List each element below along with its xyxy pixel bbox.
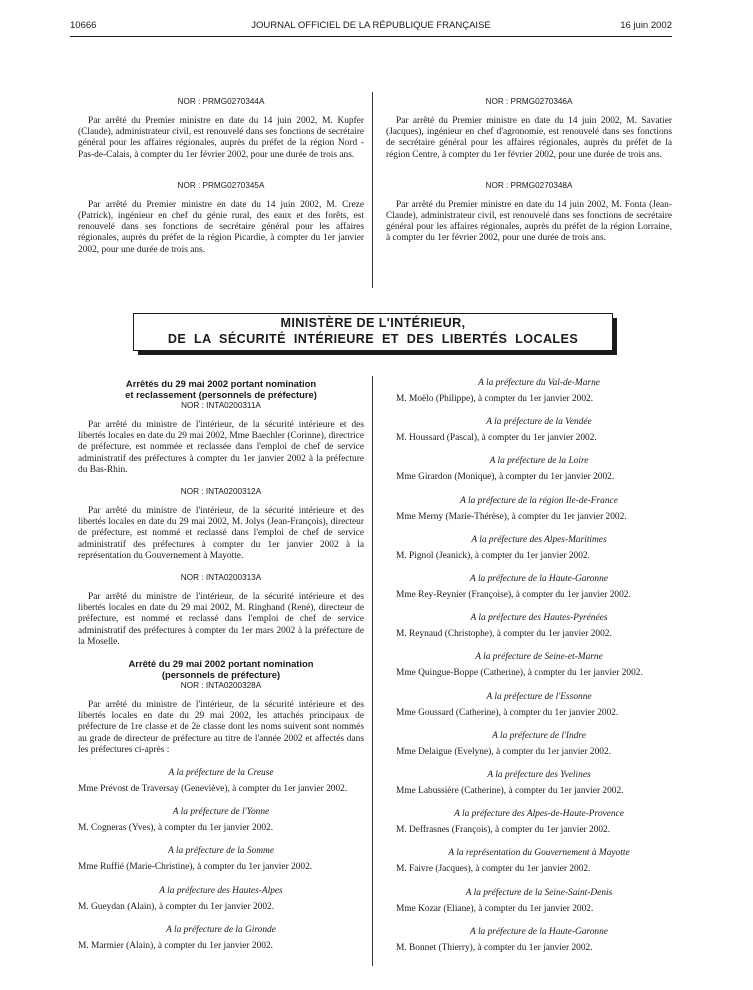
prefecture-heading: A la préfecture de l'Indre [492,730,586,741]
prefecture-heading: A la préfecture de la Loire [489,456,589,467]
ministry-title-line2: DE LA SÉCURITÉ INTÉRIEURE ET DES LIBERTÉS LOCALES [167,332,579,346]
appointment-line: M. Bonnet (Thierry), à compter du 1er janvier 2002. [396,942,593,953]
nor-reference: NOR : PRMG0270344A [177,97,265,106]
nor-reference: NOR : PRMG0270348A [485,180,573,190]
appointment-line: Mme Kozar (Eliane), à compter du 1er janvier 2002. [396,903,594,914]
top-right-column [386,96,672,245]
decree-paragraph: Par arrêté du Premier ministre en date du 14 juin 2002, M. Fonta (Jean-Claude), administrateur civil, est renouvelé dans ses fonctions de secrétaire général pour les affaires régionales, auprès du préfet de la région Lorraine, à compter du 1er février 2002, pour une durée de trois ans. [386,199,672,244]
issue-date: 16 juin 2002 [620,20,672,31]
prefecture-heading: A la préfecture de la Gironde [166,924,276,935]
appointment-line: M. Moëlo (Philippe), à compter du 1er janvier 2002. [396,394,594,404]
appointment-line: Mme Delaigue (Evelyne), à compter du 1er janvier 2002. [396,746,612,757]
appointment-line: M. Reynaud (Christophe), à compter du 1er janvier 2002. [396,629,612,640]
appointment-line: M. Faivre (Jacques), à compter du 1er janvier 2002. [396,864,591,875]
decree-paragraph: Par arrêté du ministre de l'intérieur, de la sécurité intérieure et des libertés locales en date du 29 mai 2002, les attachés principaux de préfecture de 1re classe et de 2e classe dont les noms suivent sont nommés au grade de directeur de préfecture au titre de l'année 2002 et affectés dans les préfectures ci-après : [78,700,364,755]
decree-paragraph: Par arrêté du ministre de l'intérieur, de la sécurité intérieure et des libertés locales en date du 29 mai 2002, M. Jolys (Jean-François), directeur de préfecture, est nommé et reclassé dans l'emploi de chef de service administratif des préfectures à compter du 1er janvier 2002 à la représentation du Gouvernement à Mayotte. [78,506,364,561]
prefecture-heading: A la préfecture de la Vendée [486,417,592,428]
nor-reference: NOR : PRMG0270345A [177,180,265,190]
page-number: 10666 [70,20,97,31]
appointment-line: Mme Quingue-Boppe (Catherine), à compter du 1er janvier 2002. [396,668,643,679]
header-rule [70,36,672,37]
prefecture-heading: A la préfecture des Hautes-Alpes [159,885,283,896]
appointment-line: M. Pignol (Jeanick), à compter du 1er janvier 2002. [396,550,590,561]
decree-title: (personnels de préfecture) [161,669,281,681]
appointment-line: Mme Goussard (Catherine), à compter du 1er janvier 2002. [396,707,619,718]
nor-reference: NOR : INTA0200313A [180,573,262,583]
decree-paragraph: Par arrêté du Premier ministre en date du 14 juin 2002, M. Kupfer (Claude), administrateur civil, est renouvelé dans ses fonctions de secrétaire général pour les affaires régionales, auprès du préfet de la région Nord - Pas-de-Calais, à compter du 1er février 2002, pour une durée de trois ans. [78,116,364,160]
appointment-line: Mme Prévost de Traversay (Geneviève), à compter du 1er janvier 2002. [78,784,348,795]
decree-title: Arrêtés du 29 mai 2002 portant nomination [125,378,317,389]
appointment-line: Mme Girardon (Monique), à compter du 1er janvier 2002. [396,472,615,483]
prefecture-heading: A la préfecture des Hautes-Pyrénées [470,613,608,624]
prefecture-heading: A la préfecture du Val-de-Marne [478,378,600,388]
prefecture-heading: A la préfecture de la Creuse [168,768,274,779]
appointment-line: Mme Rey-Reynier (Françoise), à compter du 1er janvier 2002. [396,590,631,601]
appointment-line: M. Deffrasnes (François), à compter du 1er janvier 2002. [396,825,611,836]
decree-paragraph: Par arrêté du ministre de l'intérieur, de la sécurité intérieure et des libertés locales en date du 29 mai 2002, Mme Baechler (Corinne), directrice de préfecture, est nommée et reclassée dans l'emploi de chef de service administratif des préfectures à compter du 1er janvier 2002 à la préfecture du Bas-Rhin. [78,420,364,475]
appointment-line: Mme Merny (Marie-Thérèse), à compter du 1er janvier 2002. [396,511,627,522]
decree-paragraph: Par arrêté du ministre de l'intérieur, de la sécurité intérieure et des libertés locales en date du 29 mai 2002, M. Ringhand (René), directeur de préfecture, est nommé et reclassé dans l'emploi de chef de service administratif des préfectures à compter du 1er mars 2002 à la préfecture de la Moselle. [78,592,364,647]
prefecture-heading: A la préfecture de la Haute-Garonne [470,574,608,585]
prefecture-heading: A la préfecture de la région Ile-de-France [460,495,618,506]
appointment-line: M. Gueydan (Alain), à compter du 1er janvier 2002. [78,901,275,912]
prefecture-heading: A la préfecture de l'Yonne [172,807,270,818]
decree-title: et reclassement (personnels de préfecture) [125,389,317,400]
prefecture-heading: A la préfecture des Alpes-Maritimes [471,534,607,545]
prefecture-heading: A la représentation du Gouvernement à Mayotte [448,848,630,859]
column-divider-top [372,92,373,288]
ministry-title-line1: MINISTÈRE DE L'INTÉRIEUR, [280,316,466,330]
decree-paragraph: Par arrêté du Premier ministre en date du 14 juin 2002, M. Creze (Patrick), ingénieur en chef du génie rural, des eaux et des forêts, est renouvelé dans ses fonctions de secrétaire général pour les affaires régionales, auprès du préfet de la région Picardie, à compter du 1er janvier 2002, pour une durée de trois ans. [78,199,364,255]
prefecture-heading: A la préfecture des Alpes-de-Haute-Provence [454,809,624,820]
appointment-line: M. Marmier (Alain), à compter du 1er janvier 2002. [78,940,273,951]
prefecture-heading: A la préfecture de la Haute-Garonne [470,926,608,937]
ministry-heading-box [133,313,613,351]
prefecture-heading: A la préfecture de l'Essonne [486,691,592,702]
prefecture-heading: A la préfecture de la Seine-Saint-Denis [465,887,613,898]
prefecture-heading: A la préfecture des Yvelines [487,770,591,781]
column-divider-bottom [372,376,373,966]
appointment-line: M. Cogneras (Yves), à compter du 1er janvier 2002. [78,823,274,834]
bottom-left-column [78,378,364,952]
nor-reference: NOR : INTA0200311A [181,401,261,410]
nor-reference: NOR : INTA0200328A [180,681,262,691]
page-header [70,20,672,36]
top-left-column [78,96,364,256]
nor-reference: NOR : PRMG0270346A [485,97,573,106]
decree-paragraph: Par arrêté du Premier ministre en date du 14 juin 2002, M. Savatier (Jacques), ingénieur en chef d'agronomie, est renouvelé dans ses fonctions de secrétaire général pour les affaires régionales, auprès du préfet de la région Centre, à compter du 1er février 2002, pour une durée de trois ans. [386,116,672,160]
decree-title: Arrêté du 29 mai 2002 portant nomination [128,658,314,670]
nor-reference: NOR : INTA0200312A [180,487,262,497]
prefecture-heading: A la préfecture de Seine-et-Marne [475,652,603,663]
prefecture-heading: A la préfecture de la Somme [168,846,274,857]
journal-title: JOURNAL OFFICIEL DE LA RÉPUBLIQUE FRANÇAISE [251,20,491,31]
appointment-line: Mme Labussière (Catherine), à compter du 1er janvier 2002. [396,786,624,797]
appointment-line: M. Houssard (Pascal), à compter du 1er janvier 2002. [396,433,597,444]
bottom-right-column [396,366,682,954]
appointment-line: Mme Ruffié (Marie-Christine), à compter du 1er janvier 2002. [78,862,313,873]
